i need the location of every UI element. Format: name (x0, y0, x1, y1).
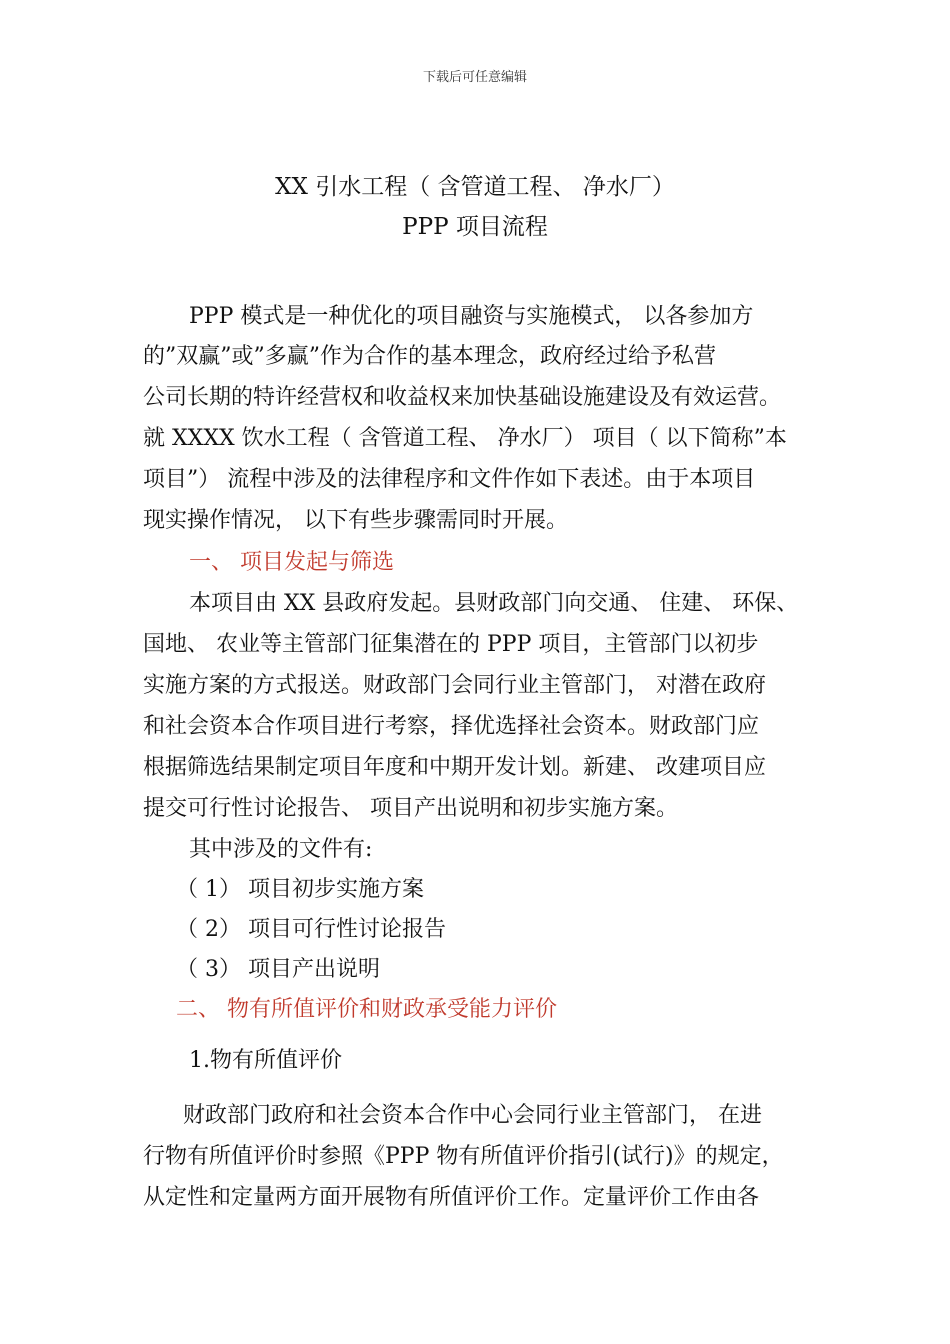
paragraph-line: 现实操作情况， 以下有些步骤需同时开展。 (143, 508, 568, 533)
paragraph-line: 从定性和定量两方面开展物有所值评价工作。定量评价工作由各 (143, 1185, 760, 1210)
paragraph-line: 根据筛选结果制定项目年度和中期开发计划。新建、 改建项目应 (143, 755, 766, 780)
document-subtitle: PPP 项目流程 (402, 214, 548, 240)
subsection-heading: 1.物有所值评价 (189, 1048, 342, 1073)
paragraph-line: 和社会资本合作项目进行考察，择优选择社会资本。财政部门应 (143, 714, 760, 739)
document-title: XX 引水工程（ 含管道工程、 净水厂） (275, 174, 675, 200)
paragraph-line: 就 XXXX 饮水工程（ 含管道工程、 净水厂） 项目（ 以下简称”本 (143, 426, 787, 451)
section-heading: 二、 物有所值评价和财政承受能力评价 (176, 997, 557, 1022)
list-item: （ 3） 项目产出说明 (176, 957, 380, 982)
paragraph-line: 财政部门政府和社会资本合作中心会同行业主管部门， 在进 (183, 1103, 762, 1128)
paragraph-line: 本项目由 XX 县政府发起。县财政部门向交通、 住建、 环保、 (189, 591, 799, 616)
paragraph-line: 项目”） 流程中涉及的法律程序和文件作如下表述。由于本项目 (143, 467, 756, 492)
paragraph-line: 提交可行性讨论报告、 项目产出说明和初步实施方案。 (143, 796, 678, 821)
files-intro: 其中涉及的文件有: (189, 837, 373, 862)
paragraph-line: PPP 模式是一种优化的项目融资与实施模式， 以各参加方 (189, 304, 754, 329)
paragraph-line: 实施方案的方式报送。财政部门会同行业主管部门， 对潜在政府 (143, 673, 766, 698)
paragraph-line: 公司长期的特许经营权和收益权来加快基础设施建设及有效运营。 (143, 385, 782, 410)
list-item: （ 2） 项目可行性讨论报告 (176, 917, 446, 942)
paragraph-line: 国地、 农业等主管部门征集潜在的 PPP 项目，主管部门以初步 (143, 632, 759, 657)
section-heading: 一、 项目发起与筛选 (189, 550, 394, 575)
list-item: （ 1） 项目初步实施方案 (176, 877, 424, 902)
page-header-note: 下载后可任意编辑 (422, 70, 527, 85)
paragraph-line: 行物有所值评价时参照《PPP 物有所值评价指引(试行)》的规定， (143, 1144, 784, 1169)
paragraph-line: 的”双赢”或”多赢”作为合作的基本理念，政府经过给予私营 (143, 344, 716, 369)
